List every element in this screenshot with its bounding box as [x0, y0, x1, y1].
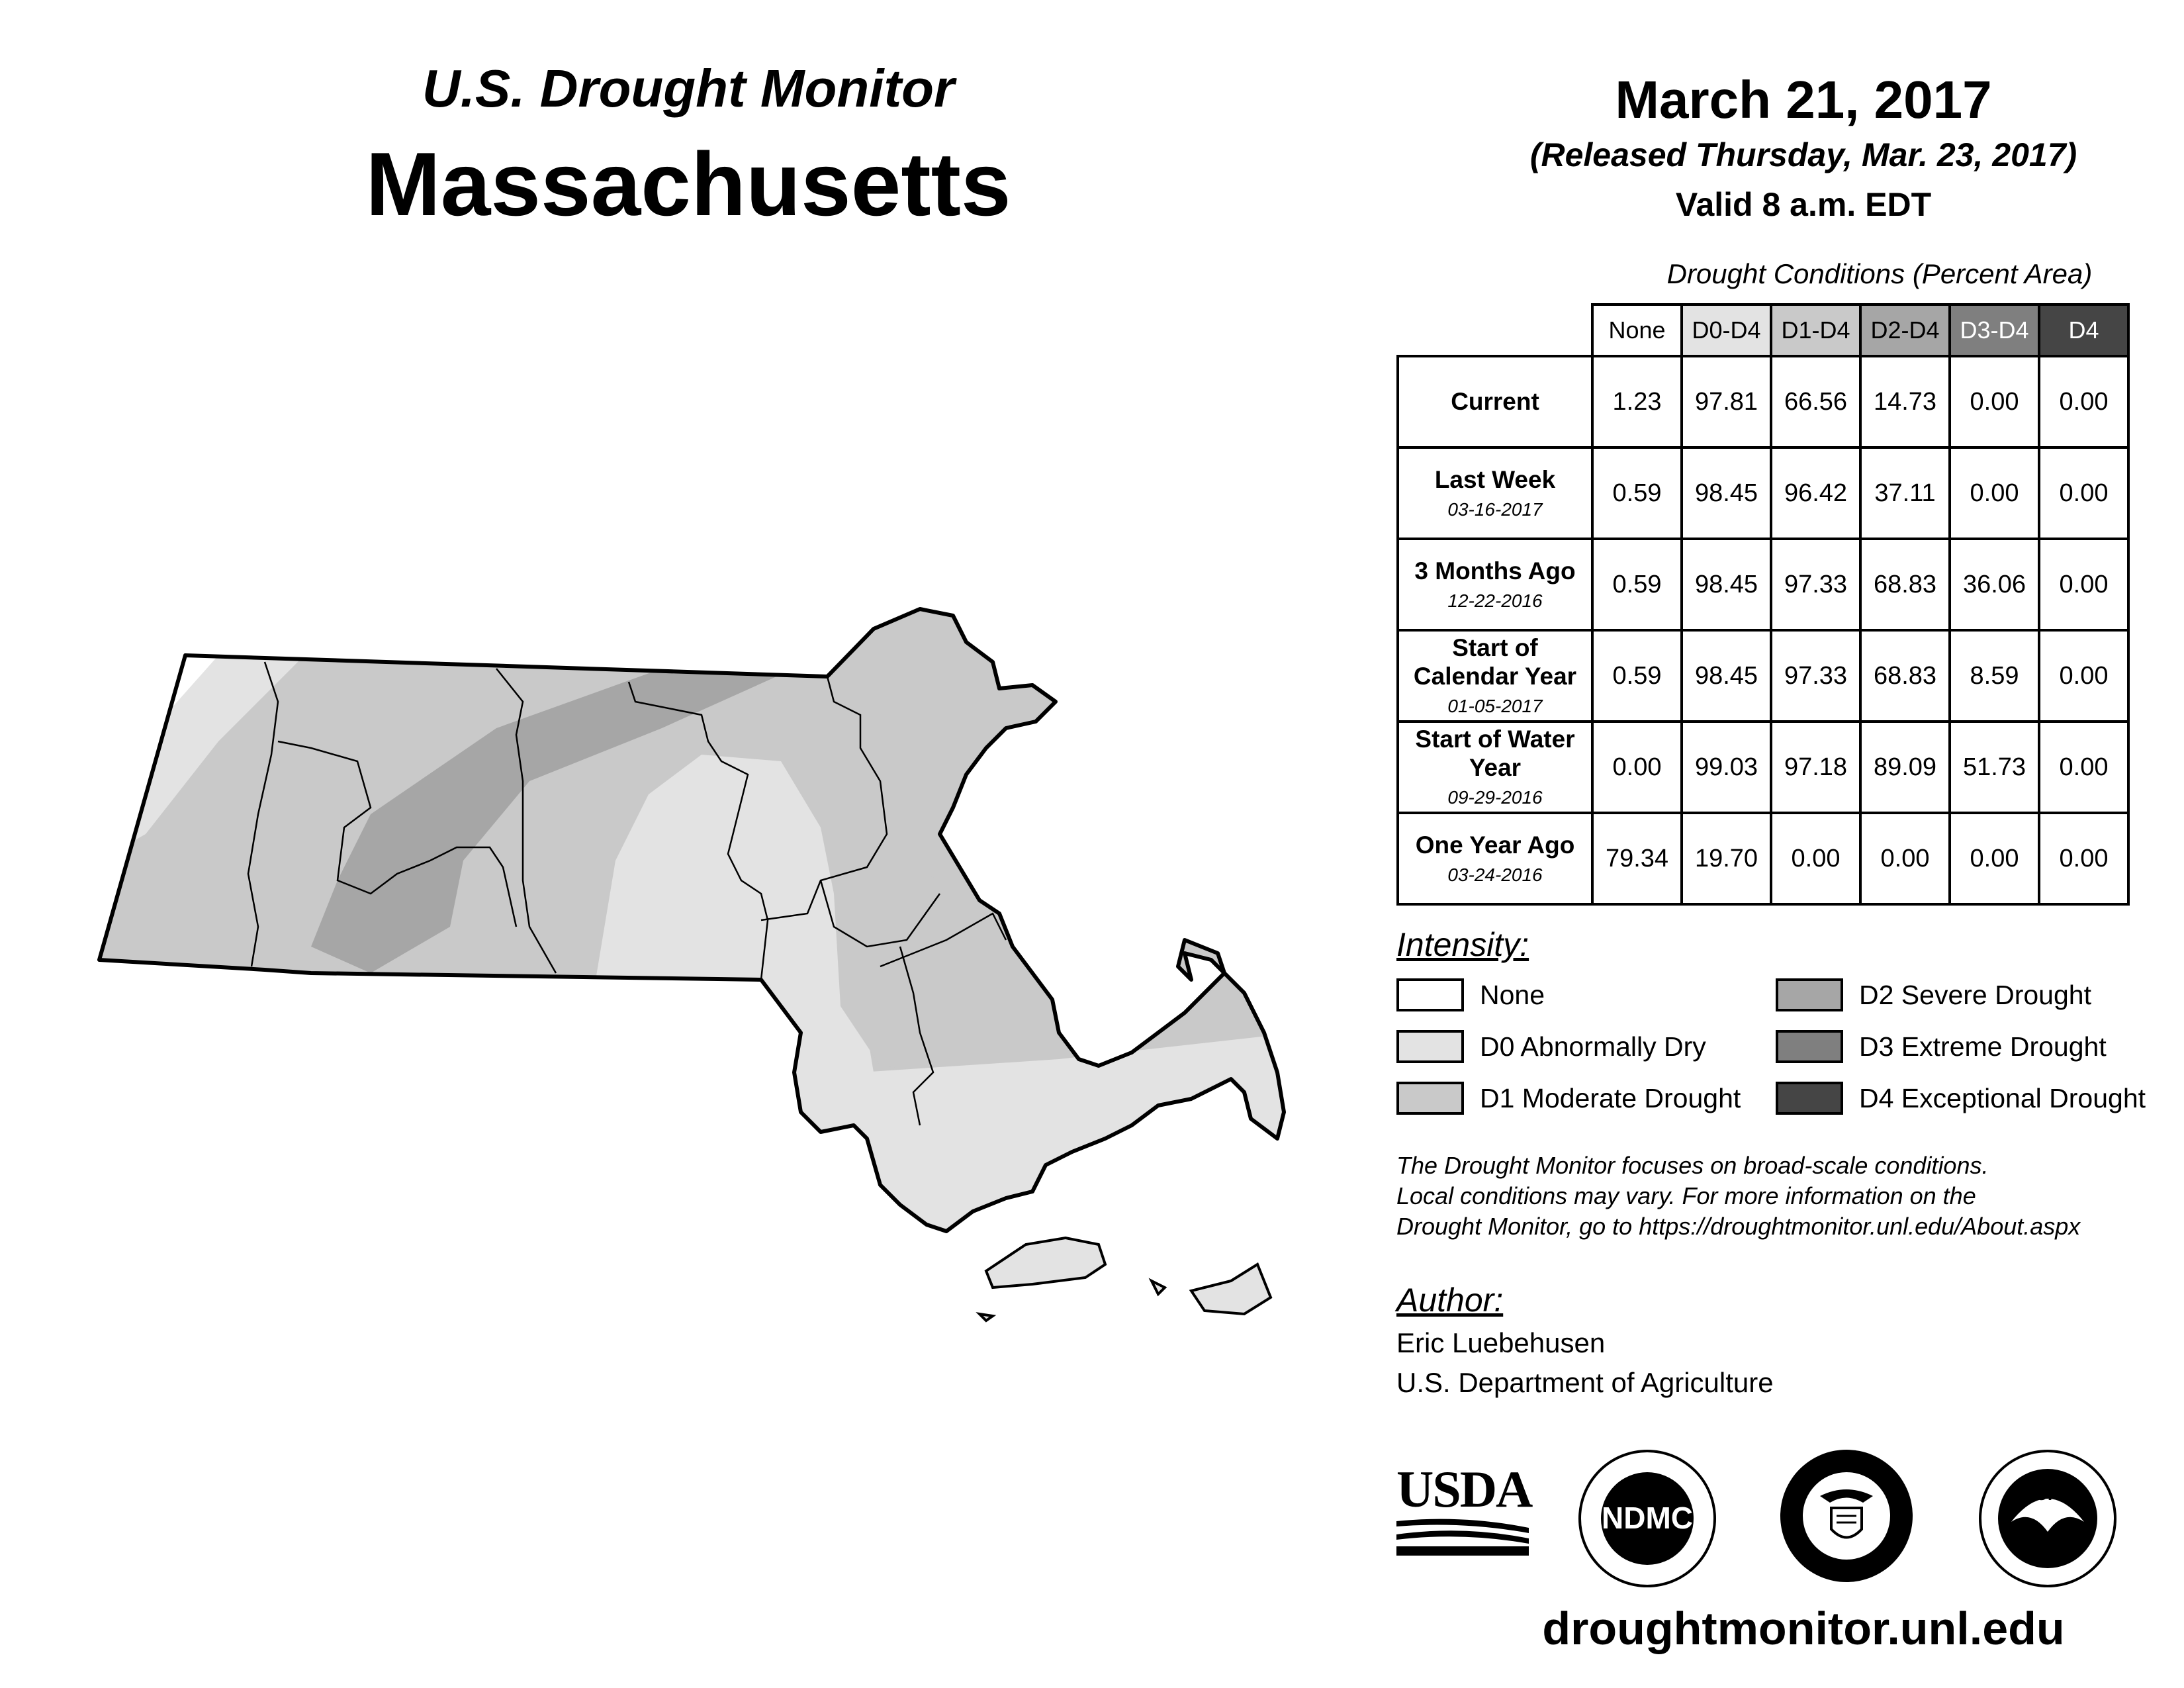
- author-heading: Author:: [1396, 1282, 1504, 1319]
- product-title: U.S. Drought Monitor: [422, 59, 955, 118]
- legend-label: D3 Extreme Drought: [1859, 1031, 2107, 1062]
- table-cell: 0.00: [2039, 722, 2128, 813]
- website-url[interactable]: droughtmonitor.unl.edu: [1542, 1603, 2065, 1654]
- table-cell: 0.00: [2039, 539, 2128, 630]
- ndmc-logo: [1578, 1450, 1716, 1587]
- table-row: [1398, 813, 2128, 904]
- legend-swatch: [1776, 978, 1843, 1011]
- author-name: Eric Luebehusen: [1396, 1327, 1606, 1358]
- column-header: D2-D4: [1860, 305, 1950, 356]
- legend-item-d2: [1776, 978, 2091, 1011]
- table-cell: 98.45: [1682, 630, 1771, 722]
- legend-label: D4 Exceptional Drought: [1859, 1082, 2146, 1113]
- table-cell: 98.45: [1682, 539, 1771, 630]
- row-label: Start of Calendar Year: [1413, 634, 1577, 690]
- table-cell: 14.73: [1860, 356, 1950, 447]
- table-cell: 97.18: [1771, 722, 1860, 813]
- row-date: 09-29-2016: [1447, 787, 1543, 808]
- legend-label: D2 Severe Drought: [1859, 979, 2091, 1010]
- table-cell: 0.00: [2039, 630, 2128, 722]
- legend-swatch: [1776, 1082, 1843, 1115]
- table-row: [1398, 539, 2128, 630]
- row-date: 03-24-2016: [1447, 865, 1543, 886]
- table-cell: 0.00: [2039, 356, 2128, 447]
- row-label: Last Week: [1434, 465, 1556, 493]
- legend-label: None: [1480, 979, 1545, 1010]
- row-label: One Year Ago: [1415, 831, 1575, 859]
- eagle-shield-icon: [1817, 1483, 1876, 1549]
- noaa-logo-text: NOAA: [2022, 1484, 2073, 1504]
- author-organization: U.S. Department of Agriculture: [1396, 1367, 1774, 1398]
- release-date: (Released Thursday, Mar. 23, 2017): [1529, 136, 2077, 173]
- table-cell: 0.59: [1592, 447, 1682, 539]
- table-cell: 0.00: [1950, 813, 2039, 904]
- note-line: Drought Monitor, go to https://droughtmonitor.unl.edu/About.aspx: [1396, 1213, 2081, 1240]
- table-caption: Drought Conditions (Percent Area): [1666, 258, 2093, 289]
- ndmc-logo-text: NDMC: [1602, 1501, 1693, 1535]
- valid-time: Valid 8 a.m. EDT: [1675, 186, 1932, 223]
- column-header: D0-D4: [1682, 305, 1771, 356]
- row-date: 03-16-2017: [1447, 499, 1543, 520]
- legend-item-none: [1396, 978, 1545, 1011]
- row-date: 12-22-2016: [1447, 590, 1543, 612]
- table-cell: 0.59: [1592, 630, 1682, 722]
- table-cell: 8.59: [1950, 630, 2039, 722]
- usda-field-icon: [1396, 1516, 1529, 1556]
- disclaimer-note: [1396, 1150, 2158, 1242]
- legend-item-d3: [1776, 1030, 2107, 1063]
- usda-logo-text: USDA: [1396, 1460, 1532, 1518]
- note-line: Local conditions may vary. For more information on the: [1396, 1182, 1976, 1209]
- table-cell: 97.33: [1771, 630, 1860, 722]
- column-header: D1-D4: [1771, 305, 1860, 356]
- table-row: [1398, 722, 2128, 813]
- table-row: [1398, 447, 2128, 539]
- table-cell: 98.45: [1682, 447, 1771, 539]
- note-line: The Drought Monitor focuses on broad-scale conditions.: [1396, 1152, 1989, 1179]
- table-cell: 36.06: [1950, 539, 2039, 630]
- map-date: March 21, 2017: [1615, 70, 1992, 129]
- table-cell: 51.73: [1950, 722, 2039, 813]
- legend-label: D0 Abnormally Dry: [1480, 1031, 1706, 1062]
- table-cell: 68.83: [1860, 630, 1950, 722]
- column-header: None: [1592, 305, 1682, 356]
- row-label: 3 Months Ago: [1414, 557, 1576, 585]
- table-cell: 89.09: [1860, 722, 1950, 813]
- table-cell: 0.00: [1950, 447, 2039, 539]
- table-cell: 1.23: [1592, 356, 1682, 447]
- state-title: Massachusetts: [365, 134, 1011, 234]
- row-date: 01-05-2017: [1447, 696, 1543, 717]
- table-cell: 96.42: [1771, 447, 1860, 539]
- noaa-logo: [1979, 1450, 2116, 1587]
- table-cell: 19.70: [1682, 813, 1771, 904]
- legend-swatch: [1396, 1082, 1464, 1115]
- table-cell: 68.83: [1860, 539, 1950, 630]
- legend-swatch: [1396, 1030, 1464, 1063]
- table-cell: 97.81: [1682, 356, 1771, 447]
- legend-item-d1: [1396, 1082, 1741, 1115]
- row-label: Current: [1451, 387, 1539, 415]
- table-cell: 97.33: [1771, 539, 1860, 630]
- table-cell: 0.00: [2039, 447, 2128, 539]
- table-cell: 99.03: [1682, 722, 1771, 813]
- table-cell: 0.59: [1592, 539, 1682, 630]
- table-header-row: [1398, 305, 2128, 356]
- drought-conditions-table: [1396, 303, 2130, 906]
- table-cell: 0.00: [2039, 813, 2128, 904]
- table-cell: 0.00: [1771, 813, 1860, 904]
- table-cell: 37.11: [1860, 447, 1950, 539]
- column-header: D3-D4: [1950, 305, 2039, 356]
- legend-item-d0: [1396, 1030, 1706, 1063]
- table-cell: 79.34: [1592, 813, 1682, 904]
- row-label: Start of Water Year: [1415, 726, 1575, 781]
- legend-swatch: [1396, 978, 1464, 1011]
- department-of-commerce-seal: [1780, 1450, 1913, 1582]
- legend-swatch: [1776, 1030, 1843, 1063]
- legend-title: Intensity:: [1396, 926, 1529, 963]
- table-cell: 66.56: [1771, 356, 1860, 447]
- table-row: [1398, 630, 2128, 722]
- table-row: [1398, 356, 2128, 447]
- table-cell: 0.00: [1950, 356, 2039, 447]
- table-cell: 0.00: [1860, 813, 1950, 904]
- islands: [979, 1238, 1271, 1321]
- legend-label: D1 Moderate Drought: [1480, 1082, 1741, 1113]
- column-header: D4: [2039, 305, 2128, 356]
- table-cell: 0.00: [1592, 722, 1682, 813]
- usda-logo: [1396, 1460, 1532, 1562]
- legend-item-d4: [1776, 1082, 2146, 1115]
